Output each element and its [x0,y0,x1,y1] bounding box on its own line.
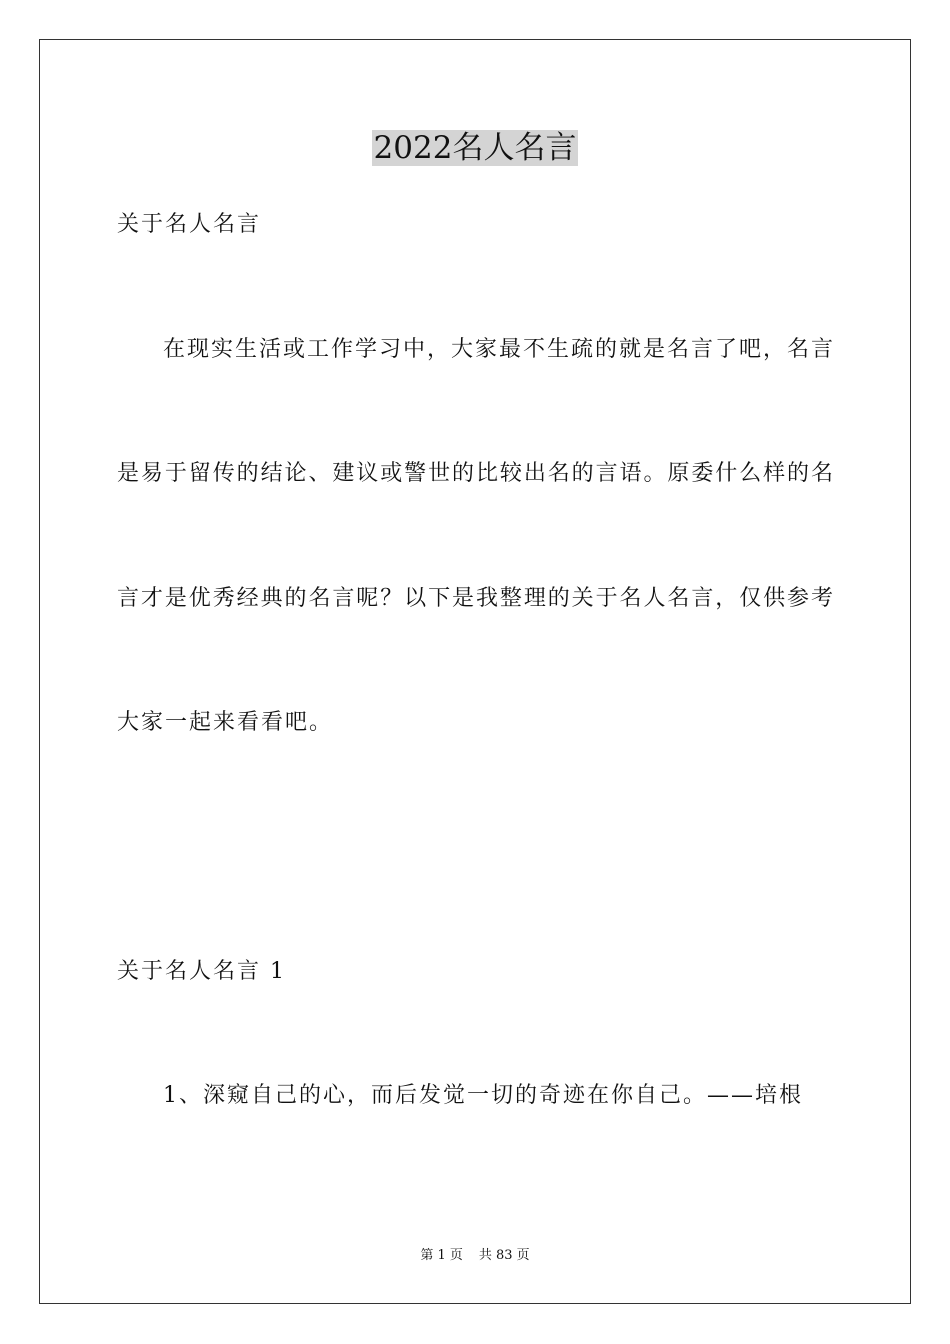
title-text: 2022名人名言 [373,130,577,166]
page-footer [0,1247,950,1265]
intro-line-1: 在现实生活或工作学习中，大家最不生疏的就是名言了吧，名言 [163,337,833,362]
intro-line-2: 是易于留传的结论、建议或警世的比较出名的言语。原委什么样的名 [117,461,833,486]
document-title [0,128,950,168]
subheading: 关于名人名言 [117,212,262,237]
intro-line-4: 大家一起来看看吧。 [117,710,334,735]
quote-item: 1、深窥自己的心，而后发觉一切的奇迹在你自己。——培根 [163,1083,803,1108]
section-heading: 关于名人名言 1 [117,959,286,984]
intro-line-3: 言才是优秀经典的名言呢？以下是我整理的关于名人名言，仅供参考 [117,586,833,611]
page-number: 第 1 页 [420,1248,463,1263]
total-pages: 共 83 页 [478,1248,530,1263]
